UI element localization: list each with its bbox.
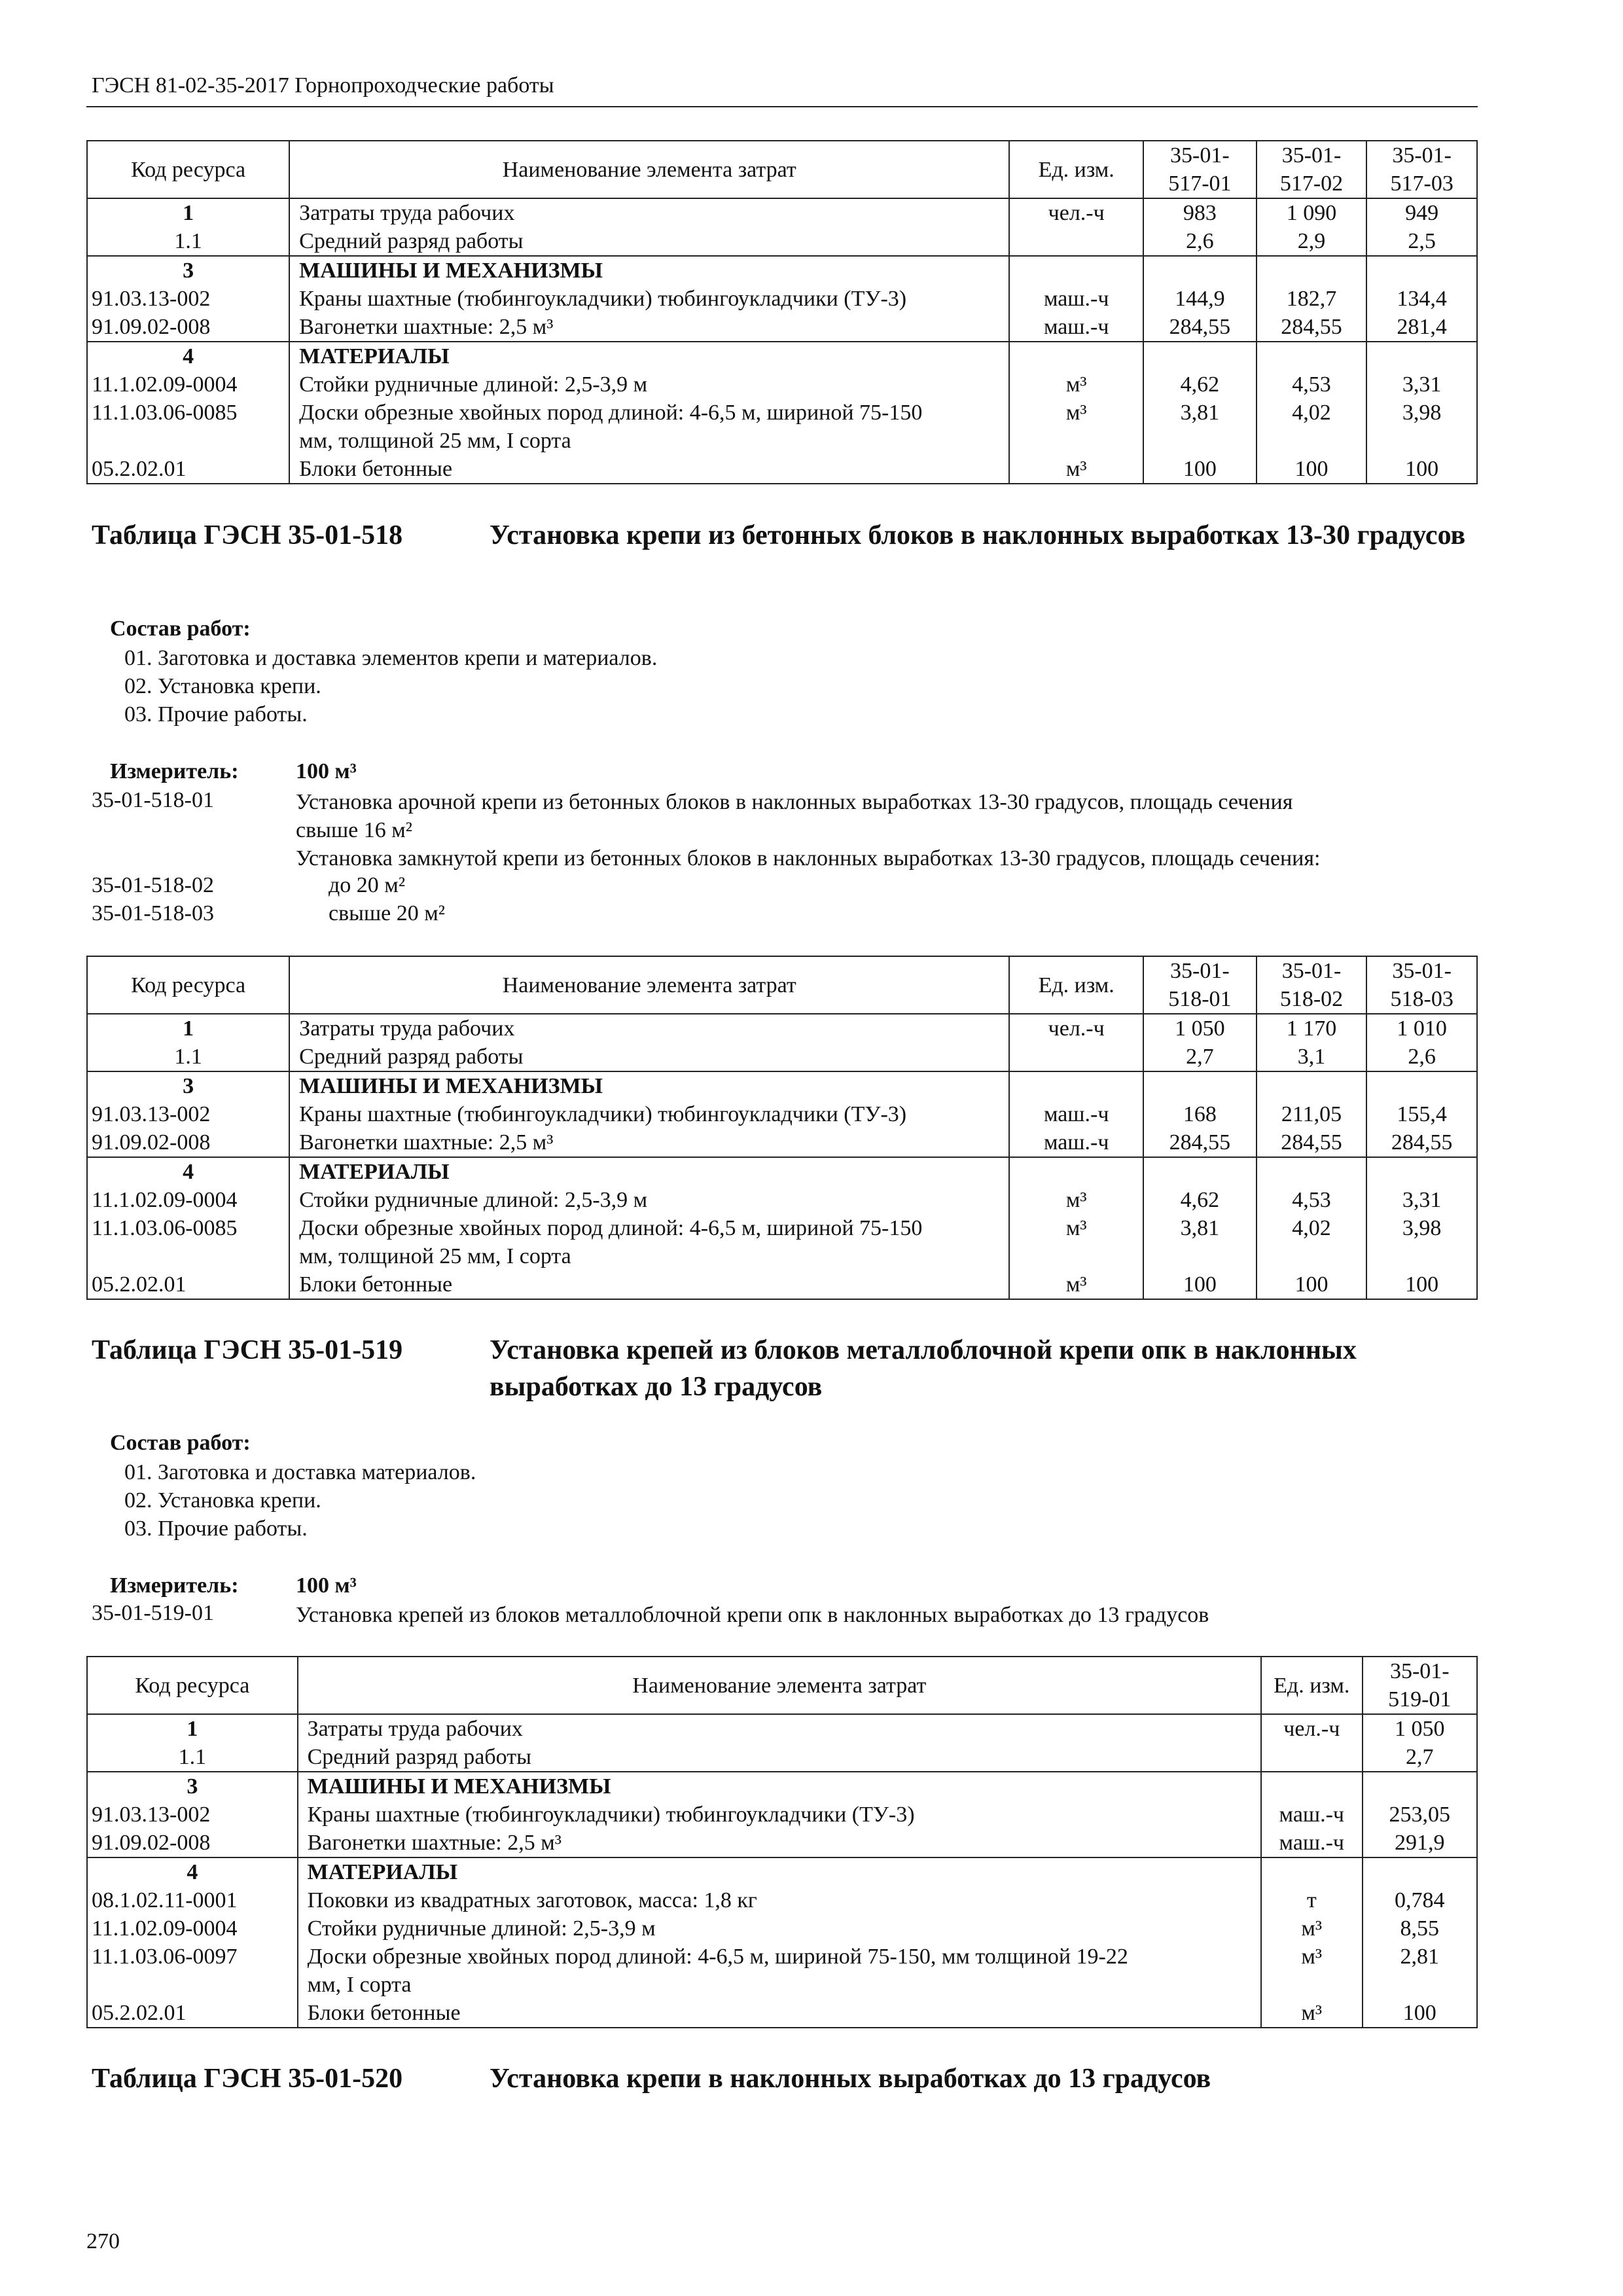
resource-value: 2,81	[1400, 1945, 1440, 1969]
cell-code	[87, 198, 289, 256]
resource-name: МАШИНЫ И МЕХАНИЗМЫ	[299, 259, 603, 283]
resource-value: 4,53	[1292, 1188, 1331, 1212]
resource-unit: маш.-ч	[1043, 287, 1109, 311]
table-row-group	[87, 1714, 1477, 1772]
resource-name: МАШИНЫ И МЕХАНИЗМЫ	[299, 1074, 603, 1098]
resource-code: 91.09.02-008	[92, 1831, 211, 1855]
work-step: 03. Прочие работы.	[124, 702, 308, 726]
resource-code: 91.03.13-002	[92, 1803, 211, 1827]
resource-value: 144,9	[1175, 287, 1225, 311]
cell-code	[87, 1714, 298, 1772]
resource-value: 100	[1402, 2001, 1436, 2025]
resource-name: Затраты труда рабочих	[299, 1016, 515, 1041]
resource-value	[1144, 342, 1256, 370]
resource-value: 3,1	[1297, 1045, 1326, 1069]
col-header-estimate	[1257, 141, 1367, 198]
resource-value: 1 010	[1397, 1016, 1447, 1041]
resource-value	[1257, 342, 1366, 370]
table-header-row	[87, 141, 1477, 198]
entry-code: 35-01-518-03	[92, 901, 214, 925]
col-header-code-part: 517-02	[1279, 171, 1344, 196]
resource-code: 1	[183, 1016, 194, 1041]
resource-code: 1	[183, 201, 194, 225]
resource-unit: м³	[1065, 372, 1087, 397]
resource-value: 8,55	[1400, 1916, 1440, 1941]
cell-value	[1366, 256, 1477, 342]
spacer	[1010, 427, 1143, 455]
cell-name	[298, 1857, 1261, 2028]
col-header-code: Код ресурса	[87, 141, 289, 198]
resource-table-518	[86, 956, 1478, 1300]
resource-value: 2,6	[1408, 1045, 1436, 1069]
resource-unit	[1010, 1043, 1143, 1071]
resource-code: 11.1.02.09-0004	[92, 1188, 238, 1212]
group-description-518: Установка замкнутой крепи из бетонных блоков в наклонных выработках 13-30 градусов, площадь сечения:	[296, 846, 1321, 870]
resource-code: 11.1.02.09-0004	[92, 372, 238, 397]
resource-value: 4,62	[1180, 372, 1220, 397]
resource-name: Стойки рудничные длиной: 2,5-3,9 м	[299, 1188, 648, 1212]
measure-label-518: Измеритель:	[110, 759, 239, 783]
cell-value	[1366, 1014, 1477, 1071]
spacer	[1367, 1242, 1476, 1270]
spacer	[1257, 1242, 1366, 1270]
col-header-code-part: 517-01	[1168, 171, 1232, 196]
cell-name	[289, 1014, 1009, 1071]
resource-unit: м³	[1301, 2001, 1323, 2025]
work-composition-heading-519: Состав работ:	[110, 1431, 251, 1455]
resource-code: 11.1.03.06-0085	[92, 1216, 238, 1240]
resource-name: Поковки из квадратных заготовок, масса: 1,8 кг	[307, 1888, 757, 1912]
entry-description: Установка крепей из блоков металлоблочной крепи опк в наклонных выработках до 13 градусов	[296, 1603, 1209, 1627]
cell-unit	[1009, 1157, 1143, 1299]
resource-name: Средний разряд работы	[299, 1045, 524, 1069]
table-title-520: Установка крепи в наклонных выработках до 13 градусов	[490, 2064, 1211, 2094]
running-header: ГЭСН 81-02-35-2017 Горнопроходческие работы	[92, 73, 554, 98]
resource-name: Блоки бетонные	[299, 457, 453, 481]
resource-code: 91.03.13-002	[92, 287, 211, 311]
resource-code: 91.09.02-008	[92, 1130, 211, 1155]
spacer	[1144, 1242, 1256, 1270]
table-code-518: Таблица ГЭСН 35-01-518	[92, 520, 403, 550]
col-header-code-part: 35-01-	[1392, 143, 1452, 168]
resource-name: Доски обрезные хвойных пород длиной: 4-6,5 м, шириной 75-150, мм толщиной 19-22	[307, 1945, 1128, 1969]
resource-code: 1	[187, 1717, 198, 1741]
cell-unit	[1009, 256, 1143, 342]
col-header-code-part: 518-01	[1168, 987, 1232, 1011]
resource-code: 11.1.03.06-0097	[92, 1945, 238, 1969]
resource-unit: чел.-ч	[1283, 1717, 1340, 1741]
resource-value: 100	[1405, 457, 1439, 481]
col-header-estimate	[1366, 141, 1477, 198]
resource-name: Вагонетки шахтные: 2,5 м³	[299, 315, 554, 339]
table-header-row	[87, 956, 1477, 1014]
cell-name	[289, 198, 1009, 256]
cell-code	[87, 1071, 289, 1157]
table-row-group	[87, 1014, 1477, 1071]
cell-unit	[1009, 198, 1143, 256]
resource-code: 1.1	[174, 1045, 202, 1069]
resource-value: 253,05	[1389, 1803, 1451, 1827]
resource-value: 284,55	[1281, 1130, 1342, 1155]
col-header-code-part: 35-01-	[1392, 959, 1452, 983]
resource-value	[1363, 1858, 1476, 1886]
work-step: 01. Заготовка и доставка элементов крепи и материалов.	[124, 646, 658, 670]
resource-name: Средний разряд работы	[307, 1745, 531, 1769]
resource-value	[1363, 1772, 1476, 1801]
spacer	[1010, 1242, 1143, 1270]
page-number: 270	[86, 2229, 120, 2253]
resource-name: Средний разряд работы	[299, 229, 524, 253]
resource-value: 168	[1183, 1102, 1217, 1126]
cell-unit	[1261, 1714, 1363, 1772]
spacer	[88, 1971, 297, 1999]
col-header-name: Наименование элемента затрат	[298, 1657, 1261, 1714]
cell-value	[1366, 198, 1477, 256]
resource-table-519	[86, 1656, 1478, 2028]
resource-name-continued: мм, толщиной 25 мм, I сорта	[299, 429, 571, 453]
resource-value: 4,02	[1292, 401, 1331, 425]
cell-unit	[1009, 342, 1143, 484]
resource-value: 3,81	[1180, 401, 1220, 425]
cell-name	[289, 1157, 1009, 1299]
table-row-group	[87, 342, 1477, 484]
resource-unit: маш.-ч	[1043, 315, 1109, 339]
resource-unit: маш.-ч	[1043, 1102, 1109, 1126]
cell-code	[87, 342, 289, 484]
resource-name: Затраты труда рабочих	[307, 1717, 523, 1741]
resource-unit: м³	[1065, 457, 1087, 481]
col-header-name: Наименование элемента затрат	[289, 141, 1009, 198]
resource-value: 284,55	[1169, 315, 1231, 339]
resource-code: 91.09.02-008	[92, 315, 211, 339]
resource-unit: м³	[1065, 1188, 1087, 1212]
col-header-name: Наименование элемента затрат	[289, 956, 1009, 1014]
resource-name: Стойки рудничные длиной: 2,5-3,9 м	[307, 1916, 656, 1941]
resource-unit	[1010, 1072, 1143, 1100]
entry-description: свыше 20 м²	[329, 901, 445, 925]
cell-value	[1257, 1071, 1367, 1157]
table-header-row	[87, 1657, 1477, 1714]
cell-code	[87, 1857, 298, 2028]
col-header-code-part: 35-01-	[1170, 959, 1230, 983]
spacer	[1262, 1971, 1362, 1999]
resource-value	[1257, 1072, 1366, 1100]
resource-value	[1367, 342, 1476, 370]
resource-value: 211,05	[1281, 1102, 1342, 1126]
resource-value	[1367, 1072, 1476, 1100]
resource-name: Краны шахтные (тюбингоукладчики) тюбингоукладчики (ТУ-3)	[299, 1102, 907, 1126]
resource-table-517	[86, 140, 1478, 484]
resource-value: 134,4	[1397, 287, 1447, 311]
resource-unit	[1262, 1858, 1362, 1886]
entry-description-line: Установка арочной крепи из бетонных блоков в наклонных выработках 13-30 градусов, площадь сечения	[296, 790, 1293, 814]
resource-code: 05.2.02.01	[92, 1272, 187, 1297]
entry-code: 35-01-518-02	[92, 873, 214, 897]
table-row-group	[87, 198, 1477, 256]
resource-value: 4,53	[1292, 372, 1331, 397]
cell-name	[289, 342, 1009, 484]
work-step: 02. Установка крепи.	[124, 674, 321, 698]
col-header-code-part: 517-03	[1390, 171, 1454, 196]
resource-value: 1 170	[1286, 1016, 1337, 1041]
resource-value: 2,9	[1297, 229, 1326, 253]
resource-name: Блоки бетонные	[307, 2001, 461, 2025]
resource-value	[1367, 1158, 1476, 1186]
resource-unit: м³	[1301, 1916, 1323, 1941]
resource-name: Краны шахтные (тюбингоукладчики) тюбингоукладчики (ТУ-3)	[299, 287, 907, 311]
table-title-518: Установка крепи из бетонных блоков в наклонных выработках 13-30 градусов	[490, 520, 1466, 550]
cell-value	[1257, 1014, 1367, 1071]
resource-name: Доски обрезные хвойных пород длиной: 4-6,5 м, шириной 75-150	[299, 401, 923, 425]
resource-code: 1.1	[178, 1745, 207, 1769]
measure-value-519: 100 м³	[296, 1573, 357, 1598]
resource-value	[1367, 257, 1476, 285]
resource-unit: т	[1306, 1888, 1317, 1912]
cell-value	[1366, 1071, 1477, 1157]
resource-name-continued: мм, толщиной 25 мм, I сорта	[299, 1244, 571, 1268]
resource-name: Вагонетки шахтные: 2,5 м³	[307, 1831, 562, 1855]
resource-name: Затраты труда рабочих	[299, 201, 515, 225]
table-row-group	[87, 256, 1477, 342]
cell-unit	[1009, 1014, 1143, 1071]
table-row-group	[87, 1071, 1477, 1157]
resource-unit: чел.-ч	[1048, 201, 1105, 225]
resource-value: 100	[1405, 1272, 1439, 1297]
resource-value: 1 050	[1395, 1717, 1445, 1741]
cell-value	[1257, 256, 1367, 342]
cell-value	[1257, 1157, 1367, 1299]
resource-name-continued: мм, I сорта	[307, 1973, 412, 1997]
col-header-estimate	[1363, 1657, 1477, 1714]
cell-value	[1363, 1714, 1477, 1772]
cell-code	[87, 1157, 289, 1299]
resource-value	[1257, 1158, 1366, 1186]
spacer	[1363, 1971, 1476, 1999]
table-row-group	[87, 1772, 1477, 1857]
cell-value	[1143, 256, 1257, 342]
col-header-unit: Ед. изм.	[1009, 956, 1143, 1014]
resource-value: 100	[1294, 457, 1329, 481]
cell-value	[1257, 342, 1367, 484]
work-step: 01. Заготовка и доставка материалов.	[124, 1460, 476, 1484]
work-composition-list-519	[124, 1458, 476, 1543]
col-header-code: Код ресурса	[87, 1657, 298, 1714]
work-step: 03. Прочие работы.	[124, 1516, 308, 1541]
resource-value: 3,31	[1402, 372, 1442, 397]
resource-value: 100	[1183, 1272, 1217, 1297]
entry-code: 35-01-519-01	[92, 1601, 214, 1625]
work-step: 02. Установка крепи.	[124, 1488, 321, 1513]
resource-code: 4	[187, 1860, 198, 1884]
col-header-code: Код ресурса	[87, 956, 289, 1014]
resource-value: 4,62	[1180, 1188, 1220, 1212]
spacer	[1257, 427, 1366, 455]
resource-unit: маш.-ч	[1043, 1130, 1109, 1155]
resource-code: 3	[183, 259, 194, 283]
resource-name: Блоки бетонные	[299, 1272, 453, 1297]
cell-value	[1366, 342, 1477, 484]
col-header-code-part: 35-01-	[1281, 143, 1342, 168]
resource-value: 284,55	[1169, 1130, 1231, 1155]
resource-value: 291,9	[1395, 1831, 1445, 1855]
resource-unit: маш.-ч	[1279, 1803, 1345, 1827]
resource-name: Доски обрезные хвойных пород длиной: 4-6,5 м, шириной 75-150	[299, 1216, 923, 1240]
resource-code: 05.2.02.01	[92, 457, 187, 481]
resource-value: 284,55	[1391, 1130, 1453, 1155]
cell-value	[1143, 1157, 1257, 1299]
col-header-code-part: 35-01-	[1170, 143, 1230, 168]
resource-unit	[1010, 257, 1143, 285]
cell-value	[1143, 1071, 1257, 1157]
cell-unit	[1261, 1772, 1363, 1857]
cell-value	[1363, 1772, 1477, 1857]
cell-name	[298, 1714, 1261, 1772]
entry-description-line: свыше 16 м²	[296, 818, 412, 842]
resource-value: 3,81	[1180, 1216, 1220, 1240]
resource-code: 11.1.03.06-0085	[92, 401, 238, 425]
resource-value: 2,6	[1186, 229, 1214, 253]
entry-description	[296, 788, 1467, 844]
cell-unit	[1009, 1071, 1143, 1157]
resource-name: Краны шахтные (тюбингоукладчики) тюбингоукладчики (ТУ-3)	[307, 1803, 915, 1827]
table-code-520: Таблица ГЭСН 35-01-520	[92, 2064, 403, 2094]
spacer	[1367, 427, 1476, 455]
resource-name: МАШИНЫ И МЕХАНИЗМЫ	[307, 1774, 611, 1799]
resource-code: 91.03.13-002	[92, 1102, 211, 1126]
table-code-519: Таблица ГЭСН 35-01-519	[92, 1335, 403, 1365]
measure-value-518: 100 м³	[296, 759, 357, 783]
resource-value	[1144, 1158, 1256, 1186]
resource-unit	[1010, 227, 1143, 255]
resource-code: 05.2.02.01	[92, 2001, 187, 2025]
resource-code: 1.1	[174, 229, 202, 253]
work-composition-heading-518: Состав работ:	[110, 617, 251, 641]
spacer	[88, 1242, 289, 1270]
cell-value	[1143, 342, 1257, 484]
resource-unit: м³	[1065, 1272, 1087, 1297]
resource-value: 3,98	[1402, 1216, 1442, 1240]
resource-name: Вагонетки шахтные: 2,5 м³	[299, 1130, 554, 1155]
resource-unit: м³	[1065, 1216, 1087, 1240]
spacer	[1144, 427, 1256, 455]
header-rule	[86, 106, 1478, 107]
spacer	[88, 427, 289, 455]
col-header-code-part: 518-03	[1390, 987, 1454, 1011]
resource-unit: маш.-ч	[1279, 1831, 1345, 1855]
resource-code: 4	[183, 344, 194, 368]
resource-unit	[1262, 1743, 1362, 1771]
resource-unit: чел.-ч	[1048, 1016, 1105, 1041]
resource-value: 983	[1183, 201, 1217, 225]
table-row-group	[87, 1157, 1477, 1299]
table-title-519: Установка крепей из блоков металлоблочной крепи опк в наклонных выработках до 13 градусов	[490, 1335, 1357, 1402]
resource-value: 281,4	[1397, 315, 1447, 339]
cell-code	[87, 1772, 298, 1857]
resource-value: 284,55	[1281, 315, 1342, 339]
resource-value: 4,02	[1292, 1216, 1331, 1240]
col-header-estimate	[1143, 141, 1257, 198]
col-header-code-part: 35-01-	[1281, 959, 1342, 983]
cell-value	[1143, 198, 1257, 256]
resource-value: 100	[1183, 457, 1217, 481]
cell-value	[1257, 198, 1367, 256]
cell-value	[1143, 1014, 1257, 1071]
resource-value: 2,5	[1408, 229, 1436, 253]
resource-name: МАТЕРИАЛЫ	[299, 1160, 450, 1184]
entry-code: 35-01-518-01	[92, 788, 214, 812]
col-header-code-part: 35-01-	[1389, 1659, 1450, 1683]
resource-value: 0,784	[1395, 1888, 1445, 1912]
resource-value: 182,7	[1286, 287, 1337, 311]
resource-value	[1144, 257, 1256, 285]
resource-unit: м³	[1301, 1945, 1323, 1969]
table-row-group	[87, 1857, 1477, 2028]
cell-name	[289, 1071, 1009, 1157]
resource-value: 1 090	[1286, 201, 1337, 225]
resource-value: 155,4	[1397, 1102, 1447, 1126]
resource-value	[1144, 1072, 1256, 1100]
cell-value	[1366, 1157, 1477, 1299]
measure-label-519: Измеритель:	[110, 1573, 239, 1598]
col-header-estimate	[1366, 956, 1477, 1014]
resource-unit	[1010, 342, 1143, 370]
resource-name: МАТЕРИАЛЫ	[299, 344, 450, 368]
resource-value: 3,31	[1402, 1188, 1442, 1212]
entry-description: до 20 м²	[329, 873, 406, 897]
col-header-unit: Ед. изм.	[1261, 1657, 1363, 1714]
resource-value: 2,7	[1406, 1745, 1434, 1769]
col-header-estimate	[1257, 956, 1367, 1014]
resource-name: Стойки рудничные длиной: 2,5-3,9 м	[299, 372, 648, 397]
resource-unit	[1010, 1158, 1143, 1186]
resource-value: 2,7	[1186, 1045, 1214, 1069]
col-header-code-part: 518-02	[1279, 987, 1344, 1011]
cell-code	[87, 1014, 289, 1071]
resource-unit	[1262, 1772, 1362, 1801]
resource-code: 3	[187, 1774, 198, 1799]
col-header-code-part: 519-01	[1388, 1687, 1452, 1712]
cell-code	[87, 256, 289, 342]
resource-value: 949	[1405, 201, 1439, 225]
resource-value	[1257, 257, 1366, 285]
resource-unit: м³	[1065, 401, 1087, 425]
cell-name	[289, 256, 1009, 342]
resource-value: 3,98	[1402, 401, 1442, 425]
col-header-estimate	[1143, 956, 1257, 1014]
resource-code: 11.1.02.09-0004	[92, 1916, 238, 1941]
work-composition-list-518	[124, 644, 657, 728]
cell-unit	[1261, 1857, 1363, 2028]
resource-code: 08.1.02.11-0001	[92, 1888, 238, 1912]
resource-code: 4	[183, 1160, 194, 1184]
resource-name: МАТЕРИАЛЫ	[307, 1860, 458, 1884]
resource-code: 3	[183, 1074, 194, 1098]
resource-value: 1 050	[1175, 1016, 1225, 1041]
cell-value	[1363, 1857, 1477, 2028]
resource-value: 100	[1294, 1272, 1329, 1297]
cell-name	[298, 1772, 1261, 1857]
col-header-unit: Ед. изм.	[1009, 141, 1143, 198]
